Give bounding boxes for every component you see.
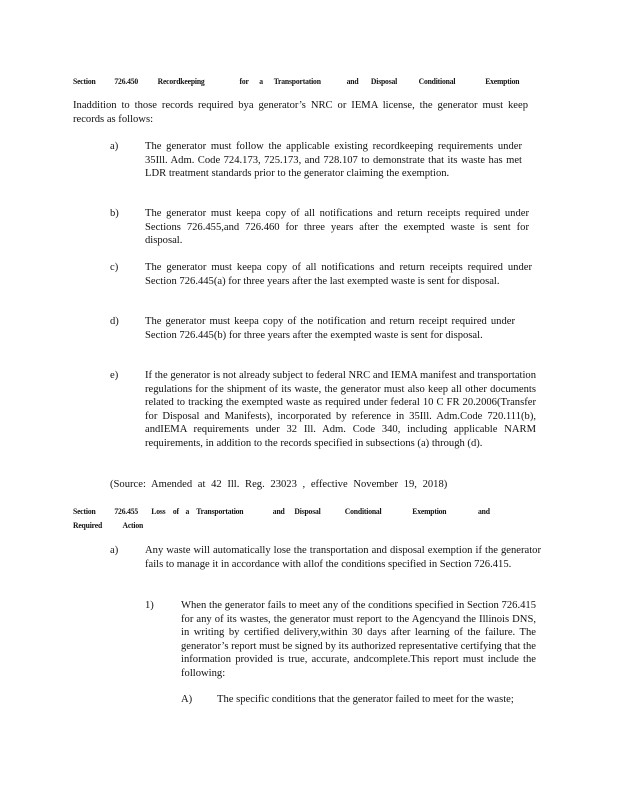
- heading-word: a: [185, 506, 190, 516]
- item-label-c: c): [110, 262, 119, 273]
- heading-word: and: [272, 506, 285, 516]
- heading-word: for: [239, 76, 249, 86]
- item-label-d: d): [110, 316, 119, 327]
- heading-word: Transportation: [273, 76, 321, 86]
- heading-word: and: [346, 76, 359, 86]
- item-text-d: The generator must keepa copy of the notification and return receipt required under Section 726.445(b) for three years after the exempted waste is sent for disposal.: [145, 316, 515, 341]
- item-text-1: When the generator fails to meet any of the conditions specified in Section 726.415 for any of its wastes, the generator must report to the Agencyand the Illinois DNS, in writing by certified delivery,within 30 days after learning of the failure. The generator’s report must be signed by its authorized representative certifying that the information provided is true, accurate, andcomplete.This report must include the following:: [181, 600, 536, 679]
- heading-word: Transportation: [196, 506, 244, 516]
- item-label-a: a): [110, 545, 119, 556]
- item-text-b: The generator must keepa copy of all notifications and return receipts required under Sections 726.455,and 726.460 for three years after the exempted waste is sent for disposal.: [145, 208, 529, 247]
- item-text-a: The generator must follow the applicable existing recordkeeping requirements under 35Ill. Adm. Code 724.173, 725.173, and 728.107 to demonstrate that its waste has met LDR treatment standards prior to the generator claiming the exemption.: [145, 141, 522, 180]
- heading-word: Recordkeeping: [157, 76, 205, 86]
- heading-word: Disposal: [294, 506, 321, 516]
- item-text-e: If the generator is not already subject to federal NRC and IEMA manifest and transportation regulations for the shipment of its waste, the generator must also keep all other documents related to tracking the exempted waste as required under federal 10 C FR 20.2006(Transfer for Disposal and Manifests), incorporated by reference in 35Ill. Adm.Code 720.111(b), andIEMA requirements under 32 Ill. Adm. Code 340, including applicable NARM requirements, in addition to the records specified in subsections (a) through (d).: [145, 370, 536, 449]
- intro-paragraph: Inaddition to those records required bya generator’s NRC or IEMA license, the generator must keep records as follows:: [73, 100, 528, 125]
- heading-word: and: [478, 506, 490, 516]
- heading-word: 726.450: [114, 76, 139, 86]
- heading-word: Disposal: [370, 76, 398, 86]
- item-label-a: a): [110, 141, 119, 152]
- heading-word: Section: [73, 76, 96, 86]
- heading-word: Loss: [151, 506, 166, 516]
- heading-word: of: [172, 506, 179, 516]
- heading-word: Exemption: [412, 506, 447, 516]
- source-note: (Source: Amended at 42 Ill. Reg. 23023 , effective November 19, 2018): [110, 479, 448, 490]
- heading-word: 726.455: [114, 506, 139, 516]
- item-label-A: A): [181, 694, 193, 705]
- heading-word: Action: [122, 520, 144, 530]
- item-label-1: 1): [145, 600, 154, 611]
- item-text-c: The generator must keepa copy of all notifications and return receipts required under Section 726.445(a) for three years after the last exempted waste is sent for disposal.: [145, 262, 532, 287]
- heading-word: Exemption: [485, 76, 520, 86]
- heading-word: a: [259, 76, 263, 86]
- heading-word: Section: [73, 506, 96, 516]
- heading-word: Conditional: [418, 76, 456, 86]
- item-text-a: Any waste will automatically lose the transportation and disposal exemption if the generator fails to manage it in accordance with allof the conditions specified in Section 726.415.: [145, 545, 541, 570]
- heading-word: Required: [73, 520, 103, 530]
- item-label-e: e): [110, 370, 119, 381]
- heading-word: Conditional: [344, 506, 382, 516]
- item-label-b: b): [110, 208, 119, 219]
- item-text-A: The specific conditions that the generator failed to meet for the waste;: [217, 694, 514, 705]
